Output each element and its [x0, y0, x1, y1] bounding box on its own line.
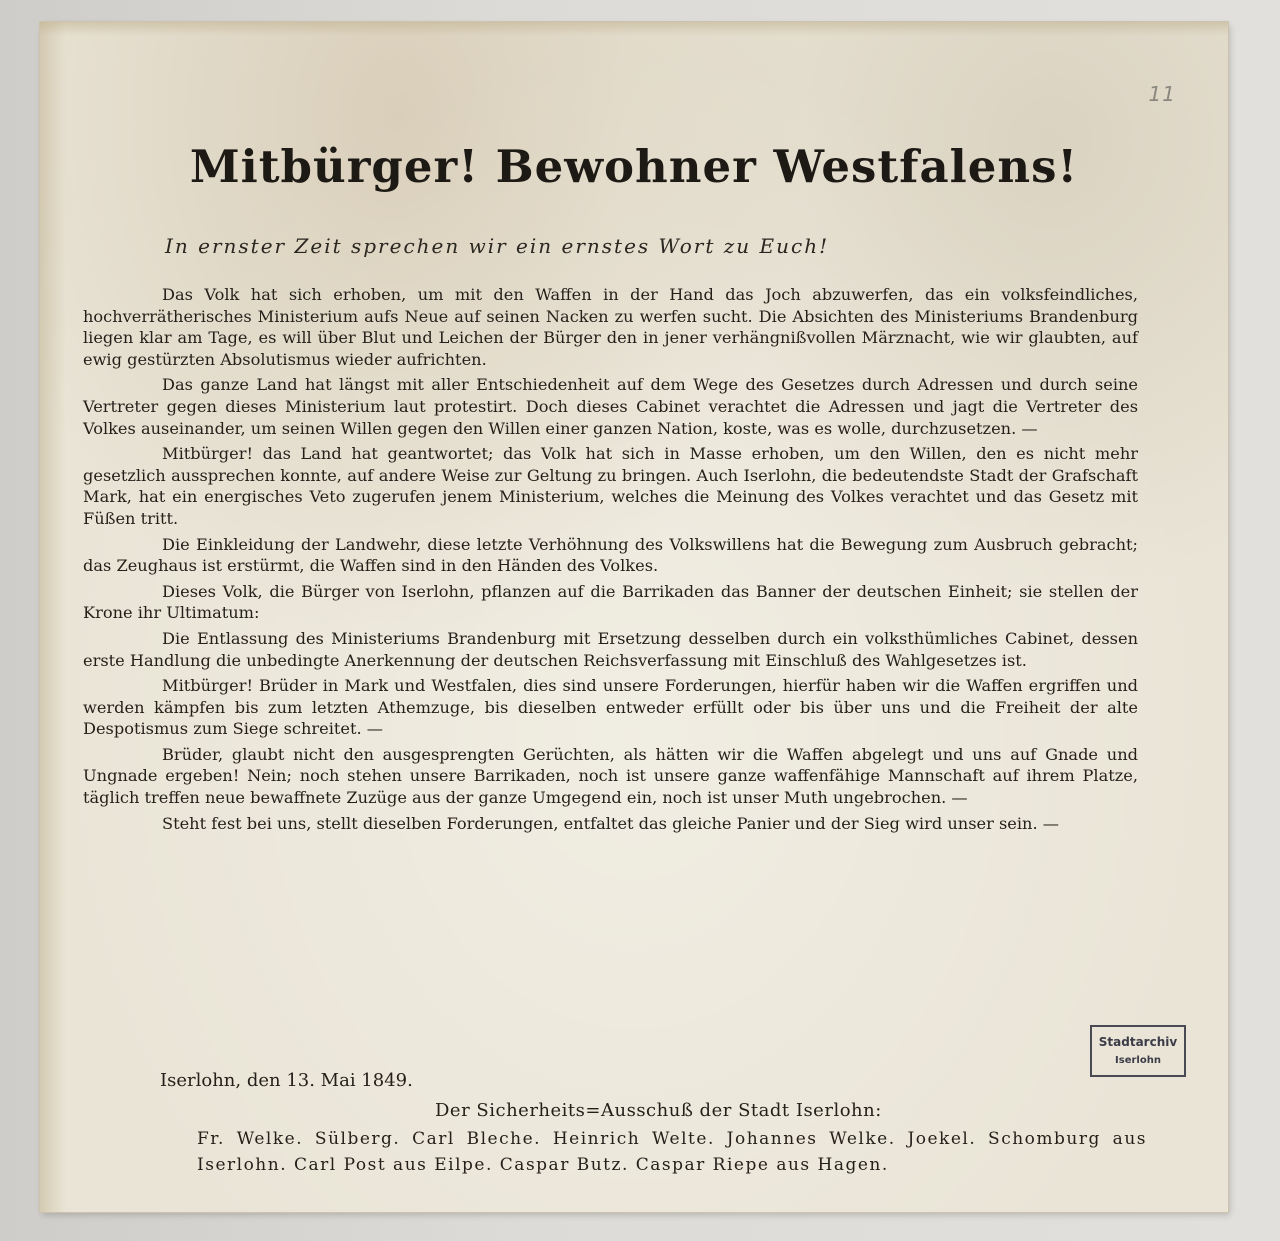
paragraph: Mitbürger! das Land hat geantwortet; das Volk hat sich in Masse erhoben, um den Willen, den es nicht mehr gesetzlich aussprechen konnte, auf andere Weise zur Geltung zu bringen. Auch Iserlohn, die bedeutendste Stadt der Grafschaft Mark, hat ein energisches Veto zugerufen jenem Ministerium, welches die Meinung des Volkes verachtet und das Gesetz mit Füßen tritt.: [83, 444, 1138, 528]
paragraph: Mitbürger! Brüder in Mark und Westfalen, dies sind unsere Forderungen, hierfür haben wir die Waffen ergriffen und werden kämpfen bis zum letzten Athemzuge, bis dieselben entweder erfüllt oder bis über uns und die Freiheit der alte Despotismus zum Siege schreitet. —: [83, 676, 1138, 739]
committee-heading: Der Sicherheits=Ausschuß der Stadt Iserlohn:: [435, 1100, 882, 1121]
proclamation-body: [83, 284, 1138, 838]
paragraph: Die Entlassung des Ministeriums Brandenburg mit Ersetzung desselben durch ein volksthümliches Cabinet, dessen erste Handlung die unbedingte Anerkennung der deutschen Reichsverfassung mit Einschluß des Wahlgesetzes ist.: [83, 628, 1138, 670]
stamp-line-1: Stadtarchiv: [1098, 1035, 1178, 1049]
stamp-line-2: Iserlohn: [1115, 1055, 1161, 1066]
paragraph: Das ganze Land hat längst mit aller Entschiedenheit auf dem Wege des Gesetzes durch Adressen und durch seine Vertreter gegen dieses Ministerium laut protestirt. Doch dieses Cabinet verachtet die Adressen und jagt die Vertreter des Volkes auseinander, um seinen Willen gegen den Willen einer ganzen Nation, koste, was es wolle, durchzusetzen. —: [83, 375, 1138, 438]
date-line: Iserlohn, den 13. Mai 1849.: [160, 1070, 413, 1091]
paragraph: Die Einkleidung der Landwehr, diese letzte Verhöhnung des Volkswillens hat die Bewegung zum Ausbruch gebracht; das Zeughaus ist erstürmt, die Waffen sind in den Händen des Volkes.: [83, 534, 1138, 576]
signatories: Fr. Welke. Sülberg. Carl Bleche. Heinrich Welte. Johannes Welke. Joekel. Schomburg aus Iserlohn. Carl Post aus Eilpe. Caspar Butz. Caspar Riepe aus Hagen.: [197, 1129, 1147, 1175]
paragraph: Brüder, glaubt nicht den ausgesprengten Gerüchten, als hätten wir die Waffen abgelegt und uns auf Gnade und Ungnade ergeben! Nein; noch stehen unsere Barrikaden, noch ist unsere ganze waffenfähige Mannschaft auf ihrem Platze, täglich treffen neue bewaffnete Zuzüge aus der ganze Umgegend ein, noch ist unser Muth ungebrochen. —: [83, 744, 1138, 808]
pencil-note: 11: [1148, 82, 1176, 106]
paragraph: Das Volk hat sich erhoben, um mit den Waffen in der Hand das Joch abzuwerfen, das ein volksfeindliches, hochverrätherisches Ministerium aufs Neue auf seinen Nacken zu werfen sucht. Die Absichten des Ministeriums Brandenburg liegen klar am Tage, es will über Blut und Leichen der Bürger den in jener verhängnißvollen Märznacht, wie wir glaubten, auf ewig gestürzten Absolutismus wieder aufrichten.: [83, 285, 1138, 369]
proclamation-title: Mitbürger! Bewohner Westfalens!: [189, 140, 1079, 193]
paragraph: Dieses Volk, die Bürger von Iserlohn, pflanzen auf die Barrikaden das Banner der deutschen Einheit; sie stellen der Krone ihr Ultimatum:: [83, 581, 1138, 623]
archive-stamp: [1090, 1025, 1186, 1077]
paragraph: Steht fest bei uns, stellt dieselben Forderungen, entfaltet das gleiche Panier und der Sieg wird unser sein. —: [162, 813, 1059, 833]
proclamation-subtitle: In ernster Zeit sprechen wir ein ernstes Wort zu Euch!: [165, 234, 830, 258]
proclamation-sheet: [40, 22, 1228, 1212]
